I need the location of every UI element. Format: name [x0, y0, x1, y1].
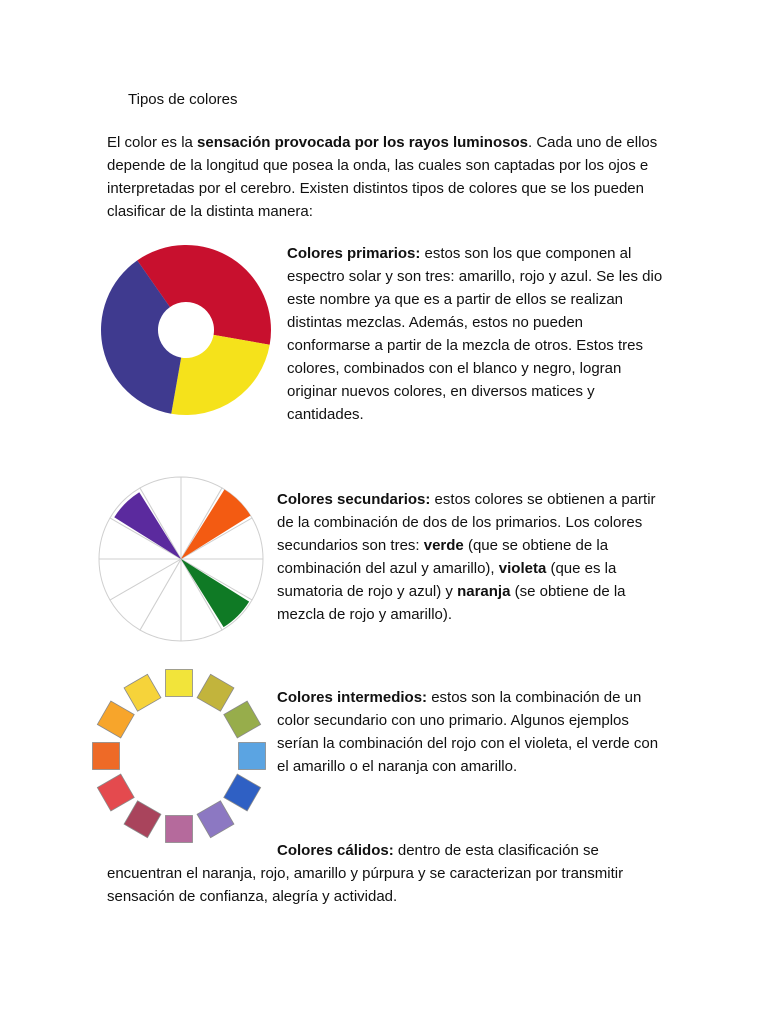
intro-text-rest: . Cada uno de ellos depende de la longitud que posea la onda, las cuales son captadas por los ojos e interpretadas por el cerebro. Existen distintos tipos de colores que se los pueden clasificar de la distinta manera:	[107, 134, 658, 220]
secundarios-text-3: (que es la sumatoria de rojo y azul) y	[277, 560, 617, 600]
color-swatch	[93, 743, 120, 770]
color-swatch	[124, 674, 161, 711]
secondary-color-wheel	[97, 473, 265, 645]
color-swatch	[224, 774, 261, 811]
intro-text: El color es la	[107, 134, 198, 151]
calidos-title: Colores cálidos:	[277, 842, 394, 859]
color-swatch	[224, 701, 261, 738]
color-swatch	[197, 801, 234, 838]
secundarios-title: Colores secundarios:	[277, 491, 431, 508]
calidos-text: dentro de esta clasificación se encuentran el naranja, rojo, amarillo y púrpura y se caracterizan por transmitir sensación de confianza, alegría y actividad.	[107, 842, 624, 905]
intermedios-title: Colores intermedios:	[277, 689, 428, 706]
wheel-segment-yellow	[171, 335, 269, 415]
primarios-paragraph	[287, 242, 667, 426]
page-heading: Tipos de colores	[128, 91, 238, 108]
naranja-label: naranja	[457, 583, 511, 600]
calidos-paragraph	[107, 839, 667, 908]
color-swatch	[197, 674, 234, 711]
violeta-label: violeta	[498, 560, 547, 577]
secundarios-text-4: (se obtiene de la mezcla de rojo y amarillo).	[277, 583, 626, 623]
primarios-text: estos son los que componen al espectro solar y son tres: amarillo, rojo y azul. Se les dio este nombre ya que es a partir de ellos se realizan distintas mezclas. Además, estos no pueden conformarse a partir de la mezcla de otros. Estos tres colores, combinados con el blanco y negro, logran originar nuevos colores, en diversos matices y cantidades.	[287, 245, 663, 423]
color-swatch	[166, 670, 193, 697]
color-swatch	[97, 701, 134, 738]
secundarios-text-2: (que se obtiene de la combinación del azul y amarillo),	[277, 537, 609, 577]
intermedios-text: estos son la combinación de un color secundario con uno primario. Algunos ejemplos serían la combinación del rojo con el violeta, el verde con el amarillo o el naranja con amarillo.	[277, 689, 659, 775]
color-swatch	[239, 743, 266, 770]
secundarios-text: estos colores se obtienen a partir de la combinación de dos de los primarios. Los colores secundarios son tres:	[277, 491, 656, 554]
intermedios-paragraph	[277, 686, 667, 778]
verde-label: verde	[423, 537, 464, 554]
color-swatch	[97, 774, 134, 811]
primary-color-wheel	[100, 242, 272, 418]
intermediate-color-wheel	[90, 667, 268, 845]
color-swatch	[124, 801, 161, 838]
intro-paragraph	[107, 131, 667, 223]
secundarios-paragraph	[277, 488, 667, 626]
primarios-title: Colores primarios:	[287, 245, 421, 262]
intro-bold: sensación provocada por los rayos luminosos	[197, 134, 528, 151]
